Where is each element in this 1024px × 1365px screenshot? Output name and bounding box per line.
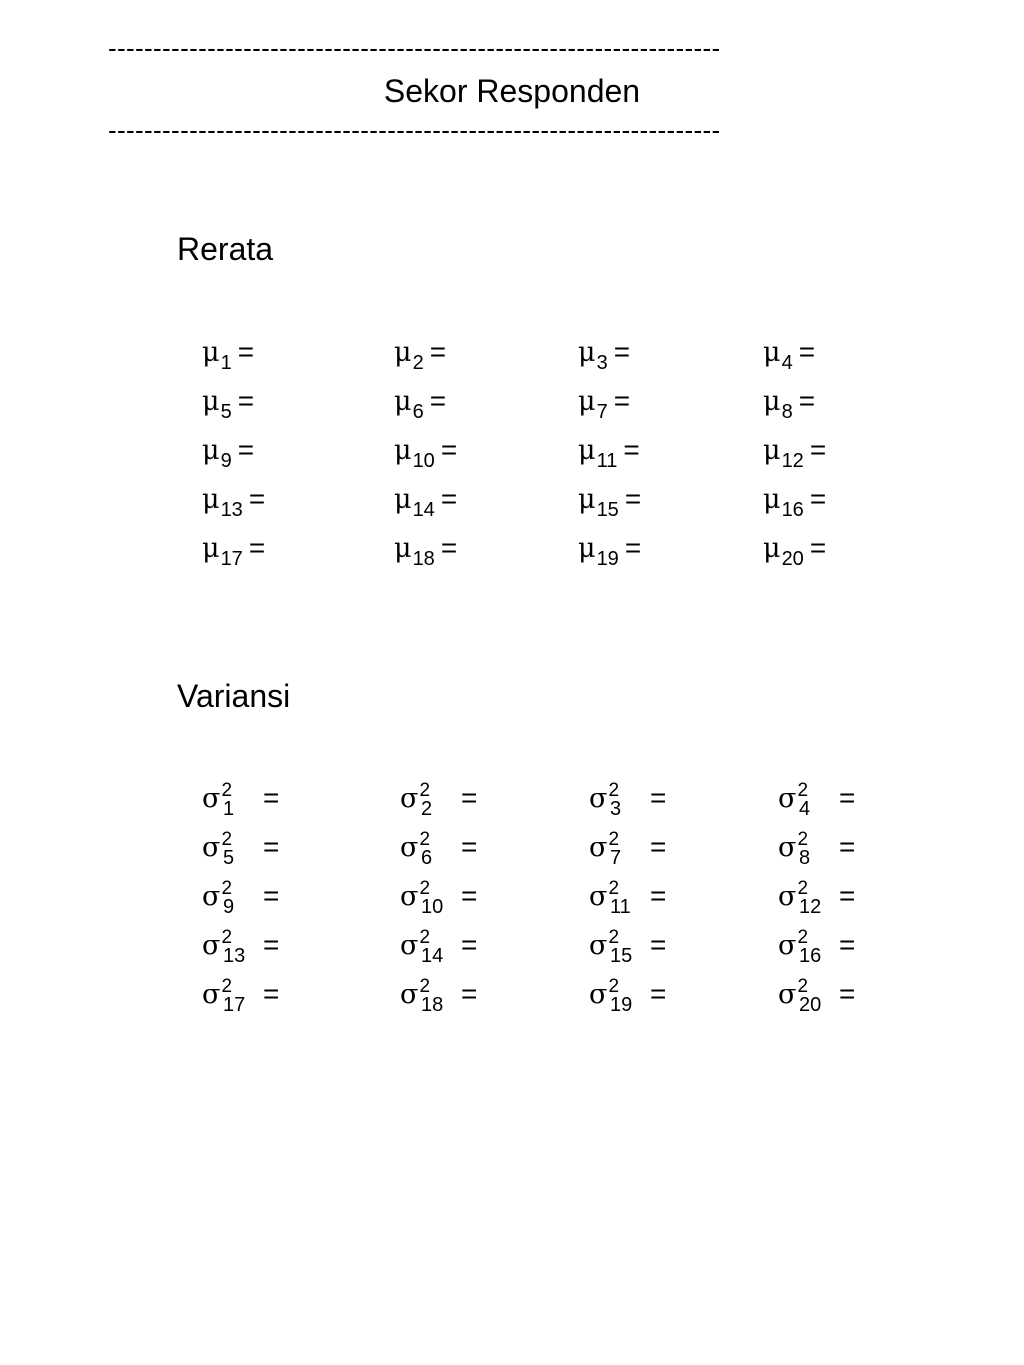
index-subscript: 19 [610, 994, 633, 1016]
index-subscript: 10 [412, 450, 435, 472]
power-superscript: 2 [419, 829, 431, 850]
mu-symbol: μ [394, 533, 412, 564]
equals-sign: = [798, 385, 816, 416]
equals-sign: = [839, 978, 856, 1009]
mean-entry-17 [202, 532, 266, 570]
sigma-symbol: σ [202, 783, 221, 814]
sigma-symbol: σ [778, 881, 797, 912]
index-subscript: 20 [799, 994, 822, 1016]
mu-symbol: μ [202, 533, 220, 564]
equals-sign: = [440, 532, 458, 563]
equals-sign: = [839, 831, 856, 862]
bottom-dashed-rule: -------------------------------------------------------------------- [108, 115, 721, 145]
variance-entry-16 [778, 929, 855, 965]
index-subscript: 4 [781, 352, 793, 374]
equals-sign: = [429, 385, 447, 416]
mean-entry-10 [394, 434, 458, 472]
power-superscript: 2 [419, 927, 431, 948]
variance-entry-9 [202, 880, 279, 916]
variance-entry-10 [400, 880, 477, 916]
power-superscript: 2 [419, 780, 431, 801]
equals-sign: = [263, 978, 280, 1009]
mu-symbol: μ [578, 533, 596, 564]
equals-sign: = [613, 385, 631, 416]
variance-entry-7 [589, 831, 666, 867]
index-subscript: 19 [596, 548, 619, 570]
power-superscript: 2 [797, 780, 809, 801]
equals-sign: = [650, 929, 667, 960]
mean-entry-4 [763, 336, 816, 374]
index-subscript: 14 [421, 945, 444, 967]
equals-sign: = [429, 336, 447, 367]
variance-entry-14 [400, 929, 477, 965]
sigma-symbol: σ [400, 930, 419, 961]
sigma-symbol: σ [202, 979, 221, 1010]
page-title: Sekor Responden [383, 73, 641, 109]
index-subscript: 2 [421, 798, 433, 820]
sigma-symbol: σ [400, 881, 419, 912]
mu-symbol: μ [202, 484, 220, 515]
equals-sign: = [461, 782, 478, 813]
index-subscript: 1 [220, 352, 232, 374]
mean-entry-13 [202, 483, 266, 521]
index-subscript: 3 [610, 798, 622, 820]
index-subscript: 5 [220, 401, 232, 423]
mu-symbol: μ [202, 337, 220, 368]
index-subscript: 10 [421, 896, 444, 918]
sigma-symbol: σ [589, 832, 608, 863]
index-subscript: 12 [781, 450, 804, 472]
equals-sign: = [650, 880, 667, 911]
equals-sign: = [839, 782, 856, 813]
mean-entry-7 [578, 385, 631, 423]
mean-entry-16 [763, 483, 827, 521]
mu-symbol: μ [394, 435, 412, 466]
sigma-symbol: σ [778, 979, 797, 1010]
index-subscript: 2 [412, 352, 424, 374]
index-subscript: 18 [421, 994, 444, 1016]
equals-sign: = [237, 336, 255, 367]
equals-sign: = [237, 385, 255, 416]
mean-entry-2 [394, 336, 447, 374]
mu-symbol: μ [578, 484, 596, 515]
variance-entry-15 [589, 929, 666, 965]
power-superscript: 2 [797, 976, 809, 997]
mu-symbol: μ [578, 337, 596, 368]
mu-symbol: μ [394, 386, 412, 417]
sigma-symbol: σ [202, 832, 221, 863]
equals-sign: = [440, 434, 458, 465]
power-superscript: 2 [608, 829, 620, 850]
variance-entry-17 [202, 978, 279, 1014]
index-subscript: 16 [781, 499, 804, 521]
power-superscript: 2 [608, 780, 620, 801]
sigma-symbol: σ [589, 881, 608, 912]
power-superscript: 2 [608, 878, 620, 899]
index-subscript: 11 [596, 450, 618, 472]
equals-sign: = [798, 336, 816, 367]
equals-sign: = [237, 434, 255, 465]
sigma-symbol: σ [589, 979, 608, 1010]
index-subscript: 6 [421, 847, 433, 869]
index-subscript: 5 [223, 847, 235, 869]
mean-entry-15 [578, 483, 642, 521]
mean-entry-20 [763, 532, 827, 570]
mu-symbol: μ [763, 533, 781, 564]
variance-entry-8 [778, 831, 855, 867]
power-superscript: 2 [797, 927, 809, 948]
equals-sign: = [650, 978, 667, 1009]
index-subscript: 13 [220, 499, 243, 521]
equals-sign: = [263, 880, 280, 911]
equals-sign: = [624, 483, 642, 514]
power-superscript: 2 [608, 927, 620, 948]
sigma-symbol: σ [778, 930, 797, 961]
sigma-symbol: σ [202, 881, 221, 912]
power-superscript: 2 [419, 976, 431, 997]
index-subscript: 15 [610, 945, 633, 967]
mean-entry-11 [578, 434, 640, 472]
equals-sign: = [809, 532, 827, 563]
power-superscript: 2 [221, 829, 233, 850]
mu-symbol: μ [763, 386, 781, 417]
power-superscript: 2 [221, 976, 233, 997]
power-superscript: 2 [608, 976, 620, 997]
index-subscript: 9 [223, 896, 235, 918]
equals-sign: = [248, 483, 266, 514]
index-subscript: 4 [799, 798, 811, 820]
equals-sign: = [263, 929, 280, 960]
index-subscript: 12 [799, 896, 822, 918]
mu-symbol: μ [578, 435, 596, 466]
variance-entry-20 [778, 978, 855, 1014]
index-subscript: 6 [412, 401, 424, 423]
mu-symbol: μ [394, 484, 412, 515]
variance-entry-5 [202, 831, 279, 867]
index-subscript: 9 [220, 450, 232, 472]
equals-sign: = [461, 880, 478, 911]
sigma-symbol: σ [400, 979, 419, 1010]
power-superscript: 2 [797, 878, 809, 899]
mu-symbol: μ [394, 337, 412, 368]
index-subscript: 1 [223, 798, 235, 820]
index-subscript: 7 [596, 401, 608, 423]
equals-sign: = [650, 782, 667, 813]
index-subscript: 7 [610, 847, 622, 869]
power-superscript: 2 [419, 878, 431, 899]
variance-entry-1 [202, 782, 279, 818]
variance-entry-19 [589, 978, 666, 1014]
equals-sign: = [650, 831, 667, 862]
mean-section-heading: Rerata [177, 231, 274, 267]
variance-entry-2 [400, 782, 477, 818]
mean-entry-3 [578, 336, 631, 374]
equals-sign: = [839, 929, 856, 960]
mean-entry-8 [763, 385, 816, 423]
equals-sign: = [809, 434, 827, 465]
top-dashed-rule: -------------------------------------------------------------------- [108, 33, 721, 63]
power-superscript: 2 [797, 829, 809, 850]
equals-sign: = [461, 929, 478, 960]
power-superscript: 2 [221, 878, 233, 899]
index-subscript: 13 [223, 945, 246, 967]
variance-section-heading: Variansi [177, 678, 291, 714]
index-subscript: 11 [610, 896, 631, 918]
mu-symbol: μ [763, 435, 781, 466]
mu-symbol: μ [763, 484, 781, 515]
variance-entry-4 [778, 782, 855, 818]
equals-sign: = [263, 831, 280, 862]
power-superscript: 2 [221, 780, 233, 801]
variance-entry-13 [202, 929, 279, 965]
equals-sign: = [839, 880, 856, 911]
equals-sign: = [624, 532, 642, 563]
mean-entry-19 [578, 532, 642, 570]
index-subscript: 17 [220, 548, 243, 570]
index-subscript: 16 [799, 945, 822, 967]
mu-symbol: μ [578, 386, 596, 417]
index-subscript: 3 [596, 352, 608, 374]
equals-sign: = [263, 782, 280, 813]
equals-sign: = [613, 336, 631, 367]
equals-sign: = [809, 483, 827, 514]
variance-entry-11 [589, 880, 666, 916]
index-subscript: 20 [781, 548, 804, 570]
mu-symbol: μ [202, 435, 220, 466]
variance-entry-6 [400, 831, 477, 867]
mu-symbol: μ [763, 337, 781, 368]
mean-entry-1 [202, 336, 255, 374]
equals-sign: = [461, 831, 478, 862]
index-subscript: 15 [596, 499, 619, 521]
mu-symbol: μ [202, 386, 220, 417]
sigma-symbol: σ [400, 832, 419, 863]
sigma-symbol: σ [778, 783, 797, 814]
mean-entry-5 [202, 385, 255, 423]
mean-entry-14 [394, 483, 458, 521]
mean-entry-18 [394, 532, 458, 570]
sigma-symbol: σ [589, 783, 608, 814]
mean-entry-12 [763, 434, 827, 472]
variance-entry-3 [589, 782, 666, 818]
index-subscript: 8 [781, 401, 793, 423]
variance-entry-18 [400, 978, 477, 1014]
sigma-symbol: σ [202, 930, 221, 961]
index-subscript: 8 [799, 847, 811, 869]
sigma-symbol: σ [589, 930, 608, 961]
power-superscript: 2 [221, 927, 233, 948]
index-subscript: 17 [223, 994, 246, 1016]
index-subscript: 14 [412, 499, 435, 521]
mean-entry-6 [394, 385, 447, 423]
variance-entry-12 [778, 880, 855, 916]
equals-sign: = [461, 978, 478, 1009]
sigma-symbol: σ [400, 783, 419, 814]
mean-entry-9 [202, 434, 255, 472]
equals-sign: = [623, 434, 640, 465]
sigma-symbol: σ [778, 832, 797, 863]
equals-sign: = [248, 532, 266, 563]
index-subscript: 18 [412, 548, 435, 570]
equals-sign: = [440, 483, 458, 514]
